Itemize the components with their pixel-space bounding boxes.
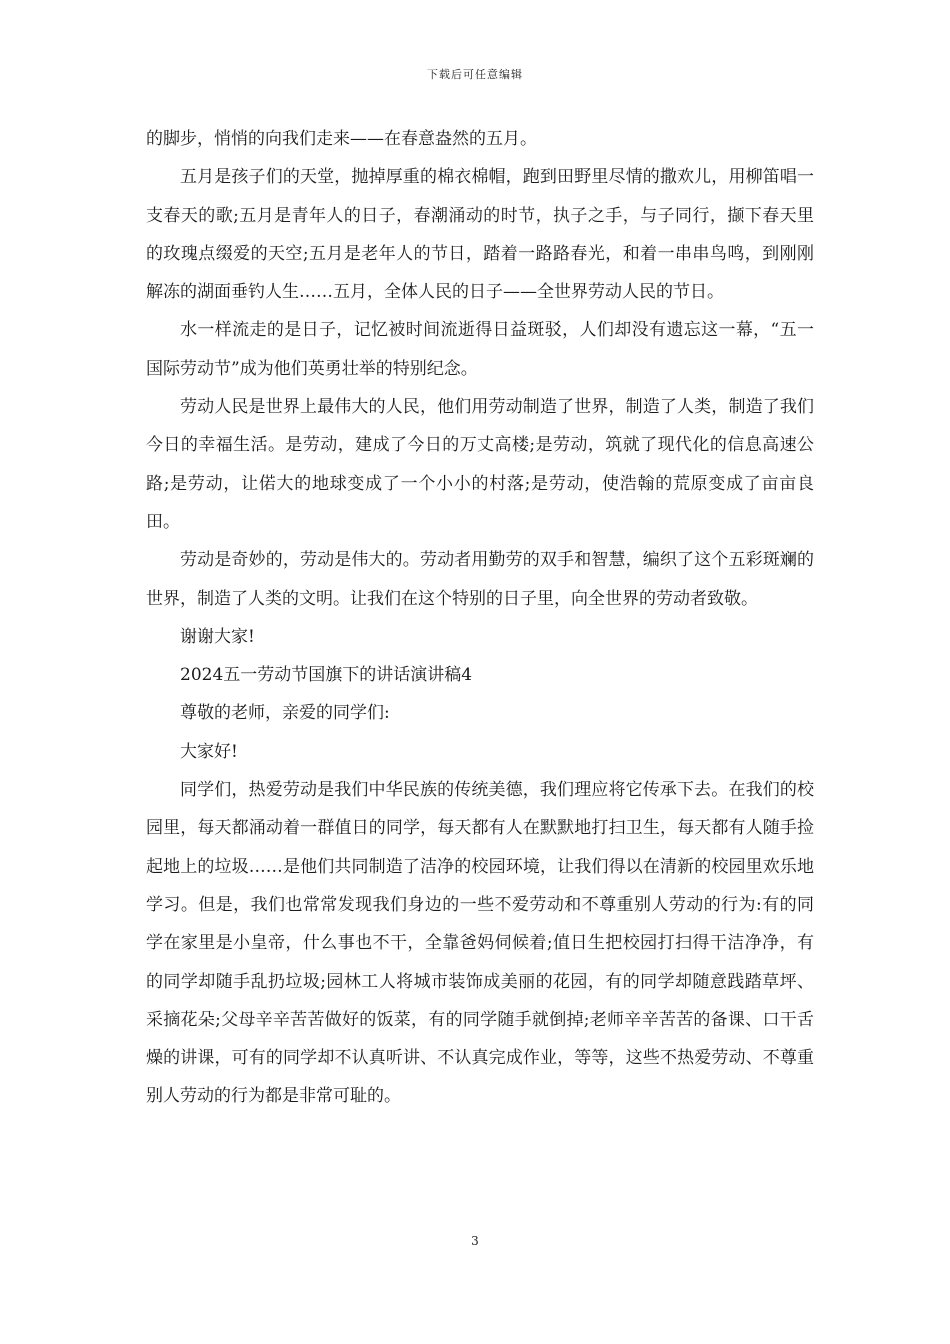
salutation: 尊敬的老师，亲爱的同学们: <box>180 703 390 724</box>
document-body <box>146 120 814 1116</box>
paragraph-labor-wonderful: 劳动是奇妙的，劳动是伟大的。劳动者用勤劳的双手和智慧，编织了这个五彩斑斓的世界，制造了人类的文明。让我们在这个特别的日子里，向全世界的劳动者致敬。 <box>146 550 814 609</box>
paragraph-may-description: 五月是孩子们的天堂，抛掉厚重的棉衣棉帽，跑到田野里尽情的撒欢儿，用柳笛唱一支春天的歌;五月是青年人的日子，春潮涌动的时节，执子之手，与子同行，撷下春天里的玫瑰点缀爱的天空;五月是老年人的节日，踏着一路路春光，和着一串串鸟鸣，到刚刚解冻的湖面垂钓人生……五月，全体人民的日子——全世界劳动人民的节日。 <box>146 167 814 303</box>
paragraph-continuation: 的脚步，悄悄的向我们走来——在春意盎然的五月。 <box>146 129 537 149</box>
page-header-note: 下载后可任意编辑 <box>427 68 523 81</box>
paragraph-working-people: 劳动人民是世界上最伟大的人民，他们用劳动制造了世界，制造了人类，制造了我们今日的幸福生活。是劳动，建成了今日的万丈高楼;是劳动，筑就了现代化的信息高速公路;是劳动，让偌大的地球变成了一个小小的村落;是劳动，使浩翰的荒原变成了亩亩良田。 <box>146 397 814 532</box>
paragraph-memory: 水一样流走的是日子，记忆被时间流逝得日益斑驳，人们却没有遗忘这一幕，“五一国际劳动节”成为他们英勇壮举的特别纪念。 <box>146 320 814 379</box>
paragraph-love-labor: 同学们，热爱劳动是我们中华民族的传统美德，我们理应将它传承下去。在我们的校园里，每天都涌动着一群值日的同学，每天都有人在默默地打扫卫生，每天都有人随手捡起地上的垃圾……是他们共同制造了洁净的校园环境，让我们得以在清新的校园里欢乐地学习。但是，我们也常常发现我们身边的一些不爱劳动和不尊重别人劳动的行为:有的同学在家里是小皇帝，什么事也不干，全靠爸妈伺候着;值日生把校园打扫得干洁净净，有的同学却随手乱扔垃圾;园林工人将城市装饰成美丽的花园，有的同学却随意践踏草坪、采摘花朵;父母辛辛苦苦做好的饭菜，有的同学随手就倒掉;老师辛辛苦苦的备课、口干舌燥的讲课，可有的同学却不认真听讲、不认真完成作业，等等，这些不热爱劳动、不尊重别人劳动的行为都是非常可耻的。 <box>146 780 814 1107</box>
speech-title: 2024五一劳动节国旗下的讲话演讲稿4 <box>180 665 473 686</box>
page-number: 3 <box>471 1234 479 1248</box>
paragraph-thanks: 谢谢大家! <box>180 626 255 647</box>
greeting: 大家好! <box>180 741 238 762</box>
